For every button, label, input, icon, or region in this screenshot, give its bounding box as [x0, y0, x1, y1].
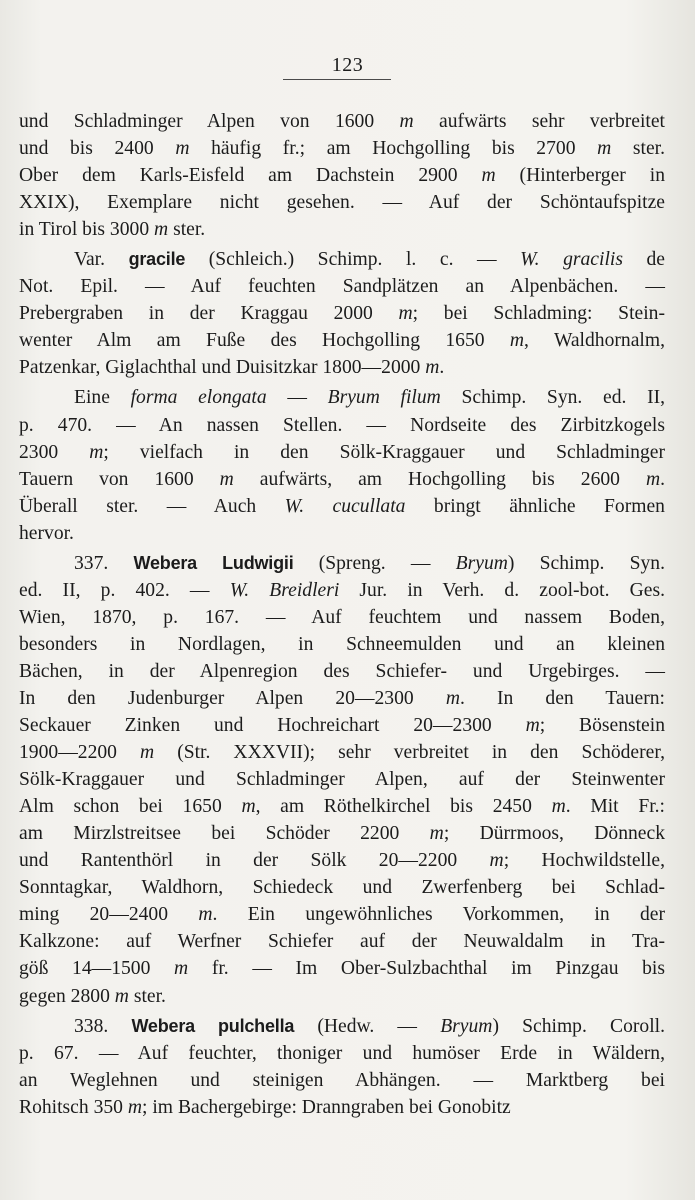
text-line — [19, 384, 665, 411]
text-line — [19, 273, 665, 300]
text-segment: ed. II, p. 402. — — [19, 579, 230, 601]
text-line — [19, 604, 665, 631]
text-segment: 1900—2200 — [19, 742, 140, 764]
text-segment: 337. — [74, 552, 134, 574]
body-text — [19, 108, 665, 1121]
text-line — [19, 739, 665, 766]
text-line — [19, 928, 665, 955]
text-line — [19, 1040, 665, 1067]
text-segment: Var. — [74, 249, 129, 271]
text-segment: Bächen, in der Alpenregion des Schiefer- und Urgebirges. — — [19, 660, 665, 682]
text-segment: fr. — Im Ober-Sulzbachthal im Pinzgau bis — [188, 958, 665, 980]
text-line — [19, 412, 665, 439]
text-segment: gegen 2800 — [19, 985, 115, 1007]
page-number-rule — [283, 79, 391, 80]
italic-text: m — [175, 138, 190, 160]
text-line — [19, 631, 665, 658]
text-line — [19, 847, 665, 874]
text-segment: ; vielfach in den Sölk-Kraggauer und Schladminger — [103, 441, 665, 463]
italic-text: m — [429, 823, 444, 845]
paragraph-var-gracile — [19, 246, 665, 381]
italic-text: m — [445, 687, 460, 709]
text-segment: und Schladminger Alpen von 1600 — [19, 111, 400, 132]
text-segment: an Weglehnen und steinigen Abhängen. — Marktberg bei — [19, 1069, 665, 1091]
text-segment: Rohitsch 350 — [19, 1096, 128, 1118]
text-segment: Jur. in Verh. d. zool-bot. Ges. — [339, 579, 665, 601]
text-segment: Sonntagkar, Waldhorn, Schiedeck und Zwerfenberg bei Schlad- — [19, 877, 665, 899]
paragraph-forma-elongata — [19, 384, 665, 546]
paragraph-entry-338 — [19, 1013, 665, 1121]
text-segment: . Mit Fr.: — [565, 796, 666, 818]
text-line — [19, 983, 665, 1010]
text-line — [19, 189, 665, 216]
text-segment: , am Röthelkirchel bis 2450 — [255, 796, 552, 818]
text-line — [19, 300, 665, 327]
italic-text: m — [481, 165, 496, 187]
text-line — [19, 901, 665, 928]
text-segment: Ober dem Karls-Eisfeld am Dachstein 2900 — [19, 165, 482, 187]
text-line — [19, 550, 665, 577]
italic-text: m — [399, 111, 414, 132]
italic-text: m — [241, 796, 256, 818]
text-line — [19, 766, 665, 793]
text-line — [19, 520, 665, 547]
text-line — [19, 327, 665, 354]
text-segment: (Str. XXXVII); sehr verbreitet in den Schöderer, — [154, 742, 665, 764]
text-line — [19, 354, 665, 381]
text-segment: Not. Epil. — Auf feuchten Sandplätzen an Alpenbächen. — — [19, 276, 665, 298]
text-segment: bringt ähnliche Formen — [405, 495, 665, 517]
text-segment: am Mirzlstreitsee bei Schöder 2200 — [19, 823, 430, 845]
text-segment: (Hinterberger in — [495, 165, 665, 187]
text-segment: (Hedw. — — [294, 1015, 441, 1037]
text-line — [19, 685, 665, 712]
text-line — [19, 1094, 665, 1121]
text-segment: und Rantenthörl in der Sölk 20—2200 — [19, 850, 490, 872]
text-line — [19, 658, 665, 685]
text-segment: Sölk-Kraggauer und Schladminger Alpen, auf der Steinwenter — [19, 769, 665, 791]
text-segment: Seckauer Zinken und Hochreichart 20—2300 — [19, 715, 526, 737]
text-segment: Patzenkar, Giglachthal und Duisitzkar 1800—2000 — [19, 357, 426, 379]
italic-text: W. gracilis — [520, 249, 623, 271]
text-line — [19, 820, 665, 847]
text-line — [19, 439, 665, 466]
text-segment: In den Judenburger Alpen 20—2300 — [19, 687, 446, 709]
text-line — [19, 108, 665, 135]
text-segment: aufwärts sehr verbreitet — [413, 111, 665, 132]
text-segment: ster. — [168, 219, 206, 241]
italic-text: W. Breidleri — [229, 579, 340, 601]
text-segment: ming 20—2400 — [19, 904, 199, 926]
text-segment: p. 67. — Auf feuchter, thoniger und humöser Erde in Wäldern, — [19, 1042, 665, 1064]
paragraph-continuation — [19, 108, 665, 243]
italic-text: m — [509, 330, 525, 352]
italic-text: m — [198, 904, 213, 926]
text-segment: Prebergraben in der Kraggau 2000 — [19, 303, 399, 325]
text-segment: ster. — [611, 138, 666, 160]
text-segment: (Spreng. — — [293, 552, 456, 574]
text-segment: ; Hochwildstelle, — [503, 850, 665, 872]
italic-text: m — [127, 1096, 143, 1118]
text-segment: ster. — [128, 985, 166, 1007]
italic-text: forma elongata — [130, 387, 267, 409]
text-segment: , Waldhornalm, — [524, 330, 665, 352]
text-segment: . Ein ungewöhnliches Vorkommen, in der — [212, 904, 666, 926]
text-segment: . In den Tauern: — [459, 687, 665, 709]
text-line — [19, 1067, 665, 1094]
text-segment: ) Schimp. Syn. — [507, 552, 666, 574]
text-segment: in Tirol bis 3000 — [19, 219, 155, 241]
text-segment: de — [622, 249, 665, 271]
italic-text: m — [597, 138, 612, 160]
italic-text: m — [219, 468, 234, 490]
text-segment: besonders in Nordlagen, in Schneemulden und an kleinen — [19, 633, 665, 655]
text-segment: XXIX), Exemplare nicht gesehen. — Auf der Schöntaufspitze — [19, 192, 665, 214]
text-segment: . — [660, 468, 665, 490]
paragraph-entry-337 — [19, 550, 665, 1010]
text-segment: und bis 2400 — [19, 138, 176, 160]
italic-text: m — [489, 850, 504, 872]
text-segment: ; bei Schladming: Stein- — [412, 303, 665, 325]
text-line — [19, 874, 665, 901]
text-segment: p. 470. — An nassen Stellen. — Nordseite des Zirbitzkogels — [19, 414, 665, 436]
text-line — [19, 216, 665, 243]
text-segment: ) Schimp. Coroll. — [492, 1015, 665, 1037]
text-segment: Alm schon bei 1650 — [19, 796, 242, 818]
text-segment: göß 14—1500 — [19, 958, 175, 980]
text-segment: Überall ster. — Auch — [19, 495, 285, 517]
text-segment: ; Bösenstein — [539, 715, 665, 737]
text-line — [19, 712, 665, 739]
italic-text: m — [174, 958, 189, 980]
text-segment: hervor. — [19, 522, 74, 544]
text-segment: Eine — [74, 387, 131, 409]
italic-text: m — [140, 742, 155, 764]
text-segment: (Schleich.) Schimp. l. c. — — [185, 249, 521, 271]
italic-text: m — [525, 715, 540, 737]
italic-text: Bryum — [455, 552, 508, 574]
species-name: Webera Ludwigii — [133, 552, 294, 573]
text-line — [19, 135, 665, 162]
italic-text: m — [551, 796, 566, 818]
italic-text: Bryum filum — [327, 387, 441, 409]
text-segment: häufig fr.; am Hochgolling bis 2700 — [189, 138, 598, 160]
italic-text: m — [425, 357, 440, 379]
text-segment: Kalkzone: auf Werfner Schiefer auf der Neuwaldalm in Tra- — [19, 931, 665, 953]
text-line — [19, 466, 665, 493]
italic-text: m — [89, 441, 104, 463]
text-segment: Schimp. Syn. ed. II, — [440, 387, 666, 409]
text-line — [19, 162, 665, 189]
italic-text: m — [645, 468, 661, 490]
text-segment: aufwärts, am Hochgolling bis 2600 — [233, 468, 646, 490]
text-segment: ; Dürrmoos, Dönneck — [443, 823, 666, 845]
text-segment: 338. — [74, 1015, 132, 1037]
italic-text: m — [398, 303, 413, 325]
text-line — [19, 577, 665, 604]
text-segment: 2300 — [19, 441, 90, 463]
text-segment: — — [266, 387, 328, 409]
text-segment: wenter Alm am Fuße des Hochgolling 1650 — [19, 330, 510, 352]
text-line — [19, 793, 665, 820]
text-segment: . — [439, 357, 445, 379]
species-name: gracile — [128, 249, 186, 270]
text-line — [19, 493, 665, 520]
text-line — [19, 246, 665, 273]
text-segment: ; im Bachergebirge: Dranngraben bei Gonobitz — [142, 1096, 511, 1118]
italic-text: Bryum — [440, 1015, 493, 1037]
text-segment: Tauern von 1600 — [19, 468, 220, 490]
page-number: 123 — [331, 54, 364, 76]
italic-text: m — [114, 985, 129, 1007]
text-line — [19, 1013, 665, 1040]
italic-text: W. cucullata — [284, 495, 406, 517]
species-name: Webera pulchella — [131, 1015, 295, 1036]
text-segment: Wien, 1870, p. 167. — Auf feuchtem und nassem Boden, — [19, 606, 665, 628]
text-line — [19, 955, 665, 982]
italic-text: m — [154, 219, 169, 241]
